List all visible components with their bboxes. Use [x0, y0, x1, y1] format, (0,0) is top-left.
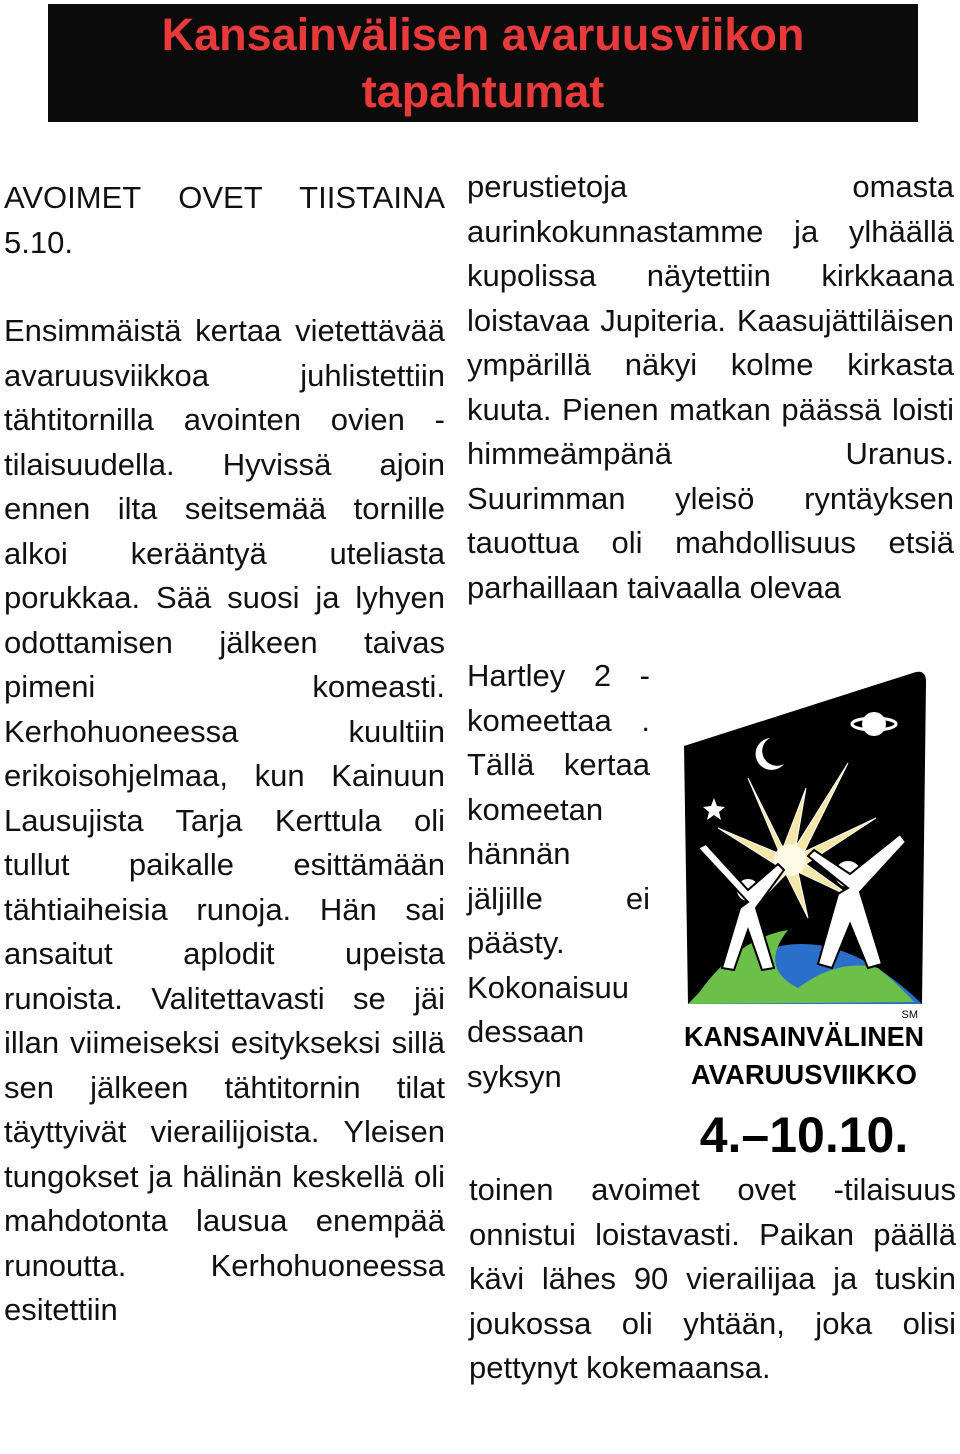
body-paragraph-end: toinen avoimet ovet -tilaisuus onnistui loistavasti. Paikan päällä kävi lähes 90 vierailijaa ja tuskin joukossa oli yhtään, joka olisi pettynyt kokemaansa. — [469, 1172, 956, 1385]
logo-line-2: AVARUUSVIIKKO — [691, 1059, 917, 1090]
right-column-top-text — [467, 165, 954, 610]
article-title-line-1: Kansainvälisen avaruusviikon — [161, 9, 805, 60]
right-column-narrow-text — [467, 654, 650, 1099]
logo-dates: 4.–10.10. — [699, 1107, 909, 1162]
article-title-banner — [48, 4, 918, 122]
space-week-logo — [678, 668, 934, 1162]
article-title-line-2: tapahtumat — [361, 66, 605, 117]
trademark-mark: SM — [901, 1009, 918, 1021]
section-heading: AVOIMET OVET TIISTAINA 5.10. — [4, 180, 445, 260]
left-text-column — [4, 176, 445, 1333]
body-paragraph: Ensimmäistä kertaa vietettävää avaruusviikkoa juhlistettiin tähtitornilla avointen ovien -tilaisuudella. Hyvissä ajoin ennen ilta seitsemää tornille alkoi kerääntyä uteliasta porukkaa. Sää suosi ja lyhyen odottamisen jälkeen taivas pimeni komeasti. Kerhohuoneessa kuultiin erikoisohjelmaa, kun Kainuun Lausujista Tarja Kerttula oli tullut paikalle esittämään tähtiaiheisia runoja. Hän sai ansaitut aplodit upeista runoista. Valitettavasti se jäi illan viimeiseksi esitykseksi sillä sen jälkeen tähtitornin tilat täyttyivät vierailijoista. Yleisen tungokset ja hälinän keskellä oli mahdotonta lausua enempää runoutta. Kerhohuoneessa esitettiin — [4, 313, 445, 1327]
logo-line-1: KANSAINVÄLINEN — [684, 1021, 924, 1052]
paragraph-gap — [4, 265, 445, 309]
body-paragraph-wrap: Hartley 2 -komeettaa . Tällä kertaa komeetan hännän jäljille ei päästy. Kokonaisuu dessaan syksyn — [467, 658, 650, 1094]
right-column-bottom-text — [469, 1168, 956, 1391]
body-paragraph-continued: perustietoja omasta aurinkokunnastamme ja ylhäällä kupolissa näytettiin kirkkaana loistavaa Jupiteria. Kaasujättiläisen ympärillä näkyi kolme kirkasta kuuta. Pienen matkan päässä loisti himmeämpänä Uranus. Suurimman yleisö ryntäyksen tauottua oli mahdollisuus etsiä parhaillaan taivaalla olevaa — [467, 169, 954, 605]
